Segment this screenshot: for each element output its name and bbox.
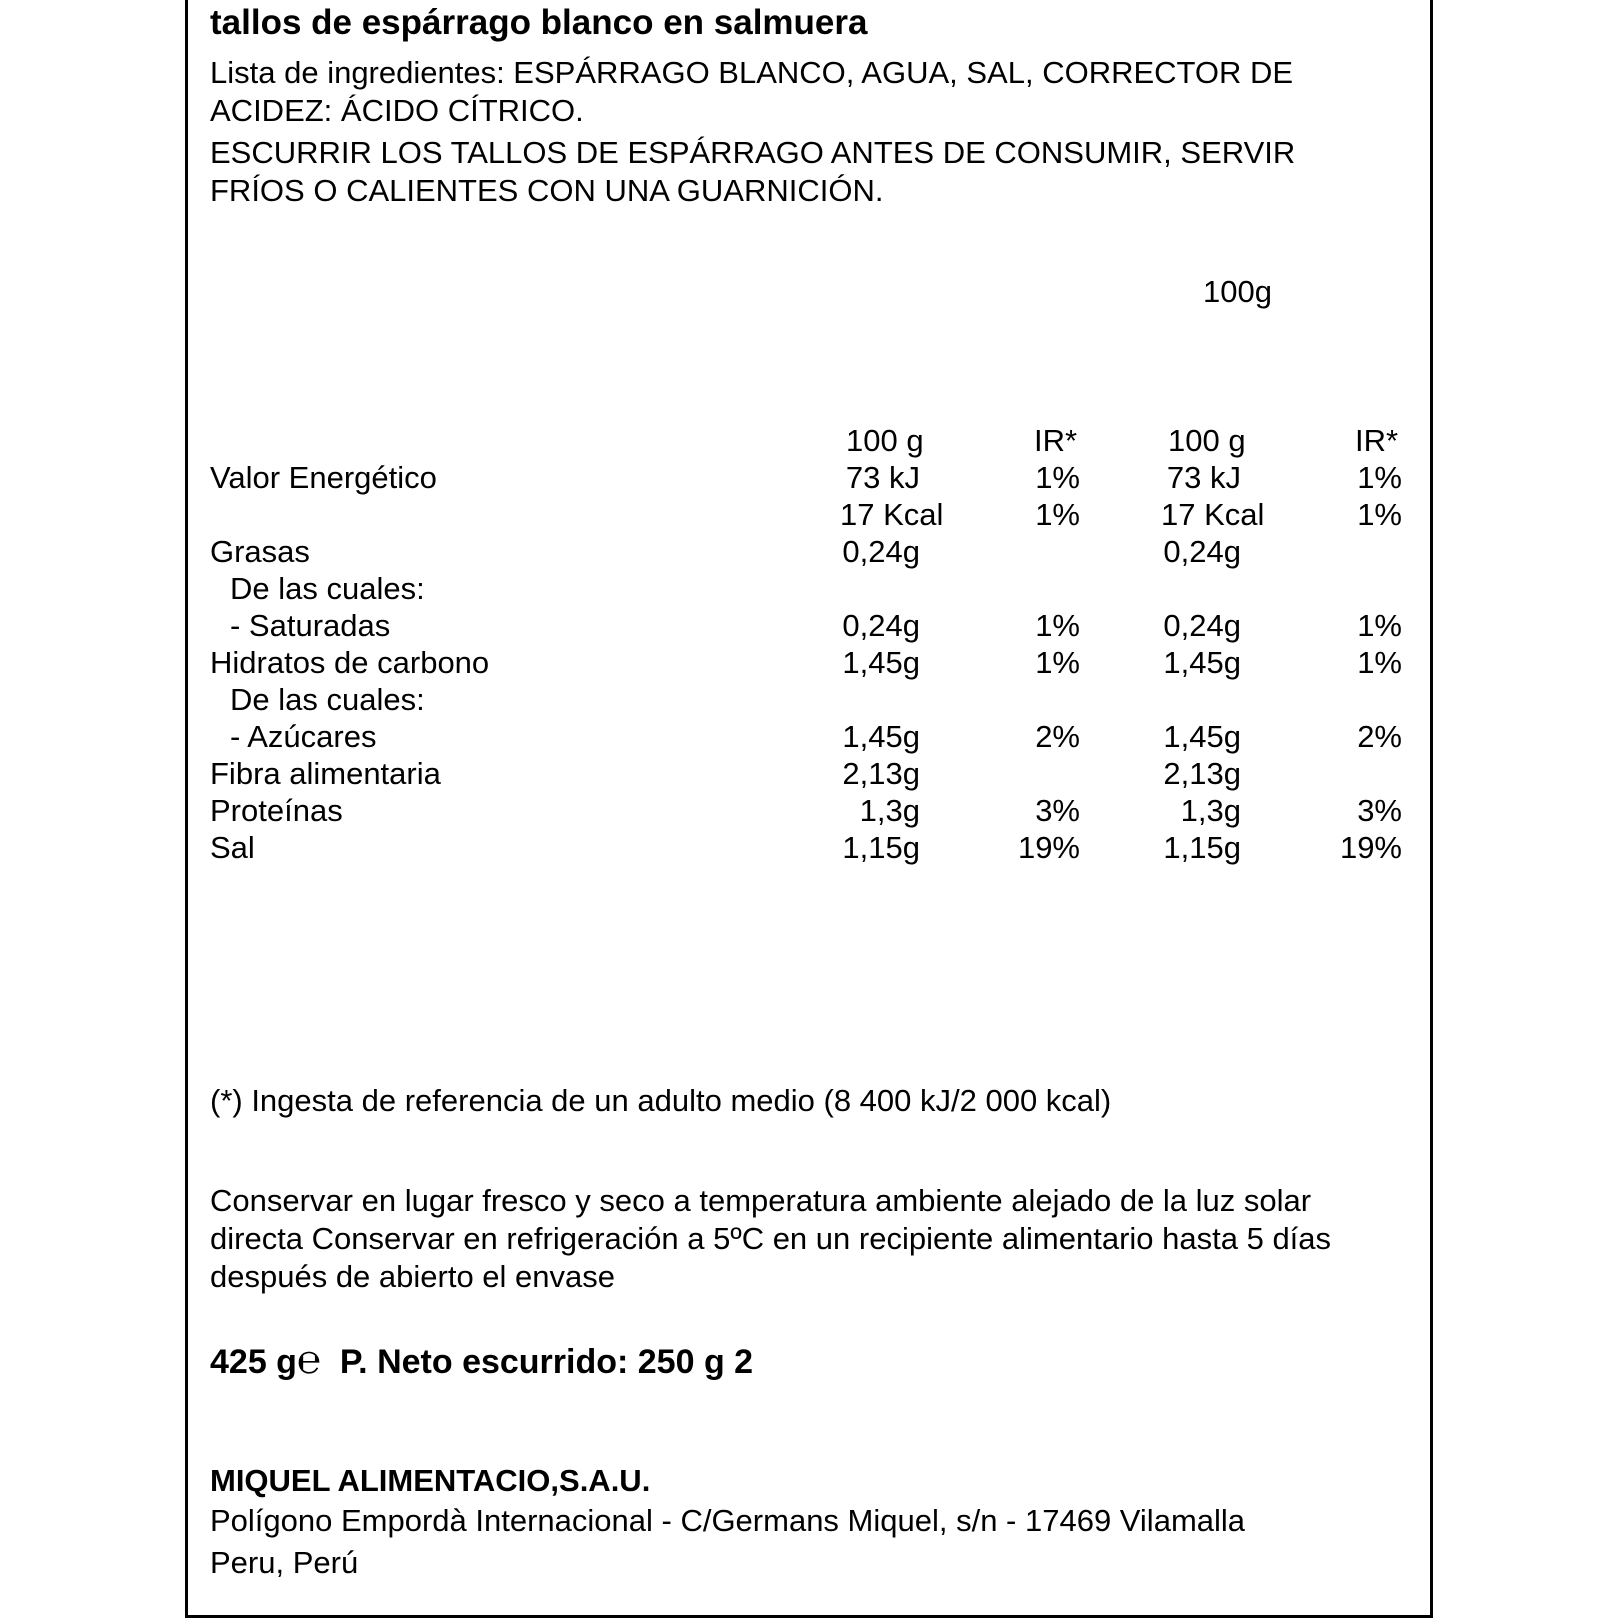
row-label: Hidratos de carbono <box>210 645 490 680</box>
row-label: Fibra alimentaria <box>210 756 441 791</box>
row-ir-2: 2% <box>1357 719 1402 754</box>
row-label: Sal <box>210 830 255 865</box>
reference-intake-footnote: (*) Ingesta de referencia de un adulto medio (8 400 kJ/2 000 kcal) <box>210 1083 1112 1118</box>
header-ir-2: IR* <box>1355 423 1399 458</box>
row-label: Valor Energético <box>210 460 437 495</box>
row-label: - Azúcares <box>230 719 377 754</box>
row-ir-2: 1% <box>1357 460 1402 495</box>
row-label: - Saturadas <box>230 608 391 643</box>
drained-weight: P. Neto escurrido: 250 g 2 <box>339 1343 754 1381</box>
row-value-2: 1,45g <box>1163 719 1241 754</box>
row-value-2: 0,24g <box>1163 534 1241 569</box>
row-value: 0,24g <box>842 608 920 643</box>
row-value-2: 1,15g <box>1163 830 1241 865</box>
row-value-2: 1,3g <box>1180 793 1241 828</box>
row-value: 17 Kcal <box>840 497 944 532</box>
estimated-sign-icon: ℮ <box>296 1337 321 1383</box>
row-value-2: 1,45g <box>1163 645 1241 680</box>
row-value-2: 0,24g <box>1163 608 1241 643</box>
row-ir-2: 1% <box>1357 645 1402 680</box>
row-ir: 1% <box>1035 460 1080 495</box>
row-ir-2: 1% <box>1357 497 1402 532</box>
row-ir-2: 3% <box>1357 793 1402 828</box>
row-label: De las cuales: <box>230 682 425 717</box>
product-title: tallos de espárrago blanco en salmuera <box>210 3 868 42</box>
ingredients-line-1: Lista de ingredientes: ESPÁRRAGO BLANCO, AGUA, SAL, CORRECTOR DE <box>210 55 1294 90</box>
address-line-1: Polígono Empordà Internacional - C/Germans Miquel, s/n - 17469 Vilamalla <box>210 1503 1246 1538</box>
ingredients-line-2: ACIDEZ: ÁCIDO CÍTRICO. <box>210 93 584 128</box>
row-value: 1,15g <box>842 830 920 865</box>
row-ir: 3% <box>1035 793 1080 828</box>
row-ir-2: 1% <box>1357 608 1402 643</box>
header-per-100g: 100 g <box>846 423 924 458</box>
row-value: 2,13g <box>842 756 920 791</box>
row-label: Proteínas <box>210 793 343 828</box>
row-ir-2: 19% <box>1339 830 1402 865</box>
row-ir: 2% <box>1035 719 1080 754</box>
instructions-line-2: FRÍOS O CALIENTES CON UNA GUARNICIÓN. <box>210 173 884 208</box>
row-value: 1,45g <box>842 719 920 754</box>
row-ir: 1% <box>1035 608 1080 643</box>
conservation-line-3: después de abierto el envase <box>210 1259 616 1294</box>
header-ir: IR* <box>1034 423 1078 458</box>
row-label: Grasas <box>210 534 310 569</box>
conservation-line-1: Conservar en lugar fresco y seco a temperatura ambiente alejado de la luz solar <box>210 1183 1312 1218</box>
row-value-2: 17 Kcal <box>1161 497 1265 532</box>
portion-header: 100g <box>1203 274 1272 309</box>
row-value: 0,24g <box>842 534 920 569</box>
row-value: 73 kJ <box>845 460 920 495</box>
row-value-2: 73 kJ <box>1166 460 1241 495</box>
instructions-line-1: ESCURRIR LOS TALLOS DE ESPÁRRAGO ANTES DE CONSUMIR, SERVIR <box>210 135 1296 170</box>
row-ir: 1% <box>1035 497 1080 532</box>
weight-line <box>210 1337 754 1383</box>
row-value-2: 2,13g <box>1163 756 1241 791</box>
conservation-line-2: directa Conservar en refrigeración a 5ºC en un recipiente alimentario hasta 5 días <box>210 1221 1332 1256</box>
row-label: De las cuales: <box>230 571 425 606</box>
address-line-2: Peru, Perú <box>210 1545 359 1580</box>
header-per-100g-2: 100 g <box>1168 423 1246 458</box>
net-weight: 425 g <box>210 1343 297 1381</box>
row-ir: 19% <box>1017 830 1080 865</box>
row-ir: 1% <box>1035 645 1080 680</box>
row-value: 1,45g <box>842 645 920 680</box>
company-name: MIQUEL ALIMENTACIO,S.A.U. <box>210 1463 651 1498</box>
row-value: 1,3g <box>859 793 920 828</box>
